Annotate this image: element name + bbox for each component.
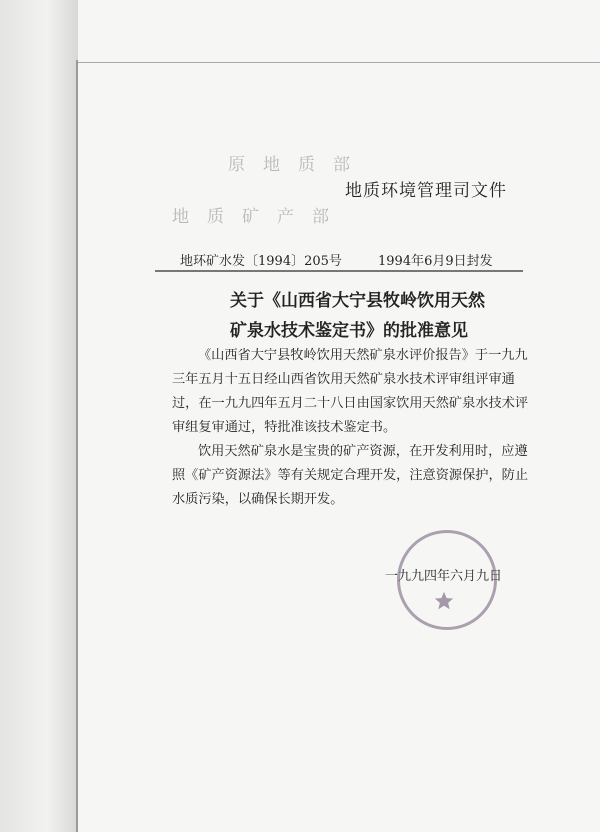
title-line2: 矿泉水技术鉴定书》的批准意见 — [230, 321, 468, 341]
seal-star-icon — [433, 590, 455, 612]
page-edge-line — [76, 60, 78, 832]
body-paragraph-1: 《山西省大宁县牧岭饮用天然矿泉水评价报告》于一九九三年五月十五日经山西省饮用天然矿泉水技术评审组评审通过，在一九九四年五月二十八日由国家饮用天然矿泉水技术评审组复审通过，特批准该技术鉴定书。 — [172, 348, 529, 435]
title-line1: 关于《山西省大宁县牧岭饮用天然 — [230, 291, 485, 311]
page-top-edge — [78, 62, 600, 63]
document-number: 地环矿水发〔1994〕205号 — [180, 254, 342, 269]
issuer-name: 地质环境管理司文件 — [345, 181, 507, 201]
seal-date: 1994年6月9日封发 — [378, 254, 493, 269]
faded-header-line2: 地质矿产部 — [172, 207, 347, 227]
header-divider — [155, 270, 523, 272]
faded-header-line1: 原地质部 — [228, 155, 368, 175]
body-text — [172, 344, 532, 512]
signature-date: 一九九四年六月九日 — [385, 569, 503, 584]
body-paragraph-2: 饮用天然矿泉水是宝贵的矿产资源，在开发利用时，应遵照《矿产资源法》等有关规定合理开发，注意资源保护，防止水质污染，以确保长期开发。 — [172, 444, 529, 507]
scan-edge — [0, 0, 78, 832]
